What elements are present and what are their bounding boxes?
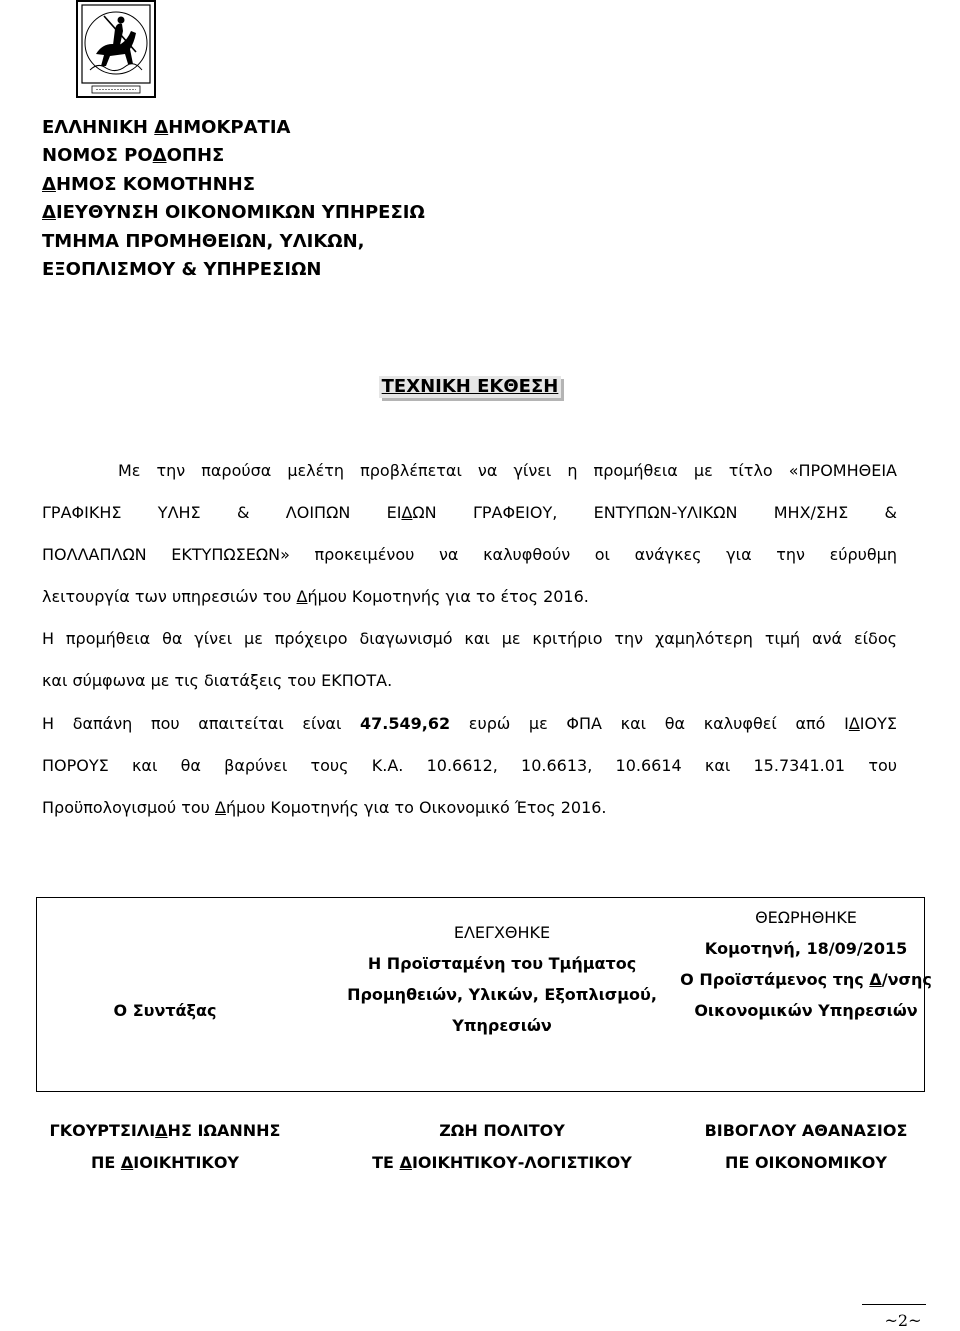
signatory-name: ΒΙΒΟΓΛΟΥ ΑΘΑΝΑΣΙΟΣ <box>704 1121 908 1140</box>
signature-cell-checked <box>342 917 662 1041</box>
approved-role-line: Οικονομικών Υπηρεσιών <box>694 1001 918 1020</box>
header-line-department-cont: ΕΞΟΠΛΙΣΜΟΥ & ΥΠΗΡΕΣΙΩΝ <box>42 258 322 280</box>
signatory-name: ΖΩΗ ΠΟΛΙΤΟΥ <box>439 1121 565 1140</box>
body-line: ΠΟΛΛΑΠΛΩΝ ΕΚΤΥΠΩΣΕΩΝ» προκειμένου να καλυφθούν οι ανάγκες για την εύρυθμη <box>42 545 897 565</box>
header-line-directorate: ΔΙΕΥΘΥΝΣΗ ΟΙΚΟΝΟΜΙΚΩΝ ΥΠΗΡΕΣΙΩ <box>42 202 425 224</box>
body-line: και σύμφωνα με τις διατάξεις του ΕΚΠΟΤΑ. <box>42 671 393 691</box>
checked-role-line: Υπηρεσιών <box>452 1016 552 1035</box>
body-line: ΠΟΡΟΥΣ και θα βαρύνει τους Κ.Α. 10.6612, 10.6613, 10.6614 και 15.7341.01 του <box>42 755 897 775</box>
report-body <box>42 450 897 829</box>
approved-role-line: Ο Προϊστάμενος της Δ/νσης <box>680 970 932 989</box>
approved-status: ΘΕΩΡΗΘΗΚΕ <box>755 908 857 927</box>
signatory-drafted <box>30 1115 300 1179</box>
cost-line <box>42 703 897 745</box>
signatory-checked <box>342 1115 662 1179</box>
header-line-country: ΕΛΛΗΝΙΚΗ ΔΗΜΟΚΡΑΤΙΑ <box>42 117 291 138</box>
body-line: Με την παρούσα μελέτη προβλέπεται να γίνει η προμήθεια με τίτλο «ΠΡΟΜΗΘΕΙΑ <box>118 461 897 480</box>
page-number: ~2~ <box>884 1311 922 1330</box>
header-line-municipality: ΔΗΜΟΣ ΚΟΜΟΤΗΝΗΣ <box>42 173 256 195</box>
signatory-approved <box>666 1115 946 1179</box>
body-line: λειτουργία των υπηρεσιών του Δήμου Κομοτηνής για το έτος 2016. <box>42 587 589 607</box>
signature-cell-drafted <box>30 995 300 1026</box>
footer-divider <box>862 1304 926 1305</box>
cost-text-before: Η δαπάνη που απαιτείται είναι <box>42 713 361 733</box>
signatory-rank: ΠΕ ΔΙΟΙΚΗΤΙΚΟΥ <box>90 1153 240 1172</box>
body-line: Η προμήθεια θα γίνει με πρόχειρο διαγωνισμό και με κριτήριο την χαμηλότερη τιμή ανά είδος <box>42 629 897 649</box>
document-title: ΤΕΧΝΙΚΗ ΕΚΘΕΣΗ <box>379 376 562 398</box>
issuing-authority-header <box>42 114 425 284</box>
header-line-department: ΤΜΗΜΑ ΠΡΟΜΗΘΕΙΩΝ, ΥΛΙΚΩΝ, <box>42 230 365 252</box>
signatory-rank: ΠΕ ΟΙΚΟΝΟΜΙΚΟΥ <box>725 1153 887 1172</box>
signatory-name: ΓΚΟΥΡΤΣΙΛΙΔΗΣ ΙΩΑΝΝΗΣ <box>49 1121 281 1140</box>
municipal-seal-icon <box>76 0 156 98</box>
body-line: ΓΡΑΦΙΚΗΣ ΥΛΗΣ & ΛΟΙΠΩΝ ΕΙΔΩΝ ΓΡΑΦΕΙΟΥ, ΕΝΤΥΠΩΝ-ΥΛΙΚΩΝ ΜΗΧ/ΣΗΣ & <box>42 503 897 523</box>
checked-role-line: Προμηθειών, Υλικών, Εξοπλισμού, <box>347 985 657 1004</box>
signature-cell-approved <box>666 902 946 1026</box>
cost-text-after: ευρώ με ΦΠΑ και θα καλυφθεί από ΙΔΙΟΥΣ <box>450 713 897 733</box>
checked-status: ΕΛΕΓΧΘΗΚΕ <box>453 923 551 942</box>
signatory-rank: ΤΕ ΔΙΟΙΚΗΤΙΚΟΥ-ΛΟΓΙΣΤΙΚΟΥ <box>372 1153 632 1172</box>
cost-amount: 47.549,62 <box>360 713 451 733</box>
header-line-prefecture: ΝΟΜΟΣ ΡΟΔΟΠΗΣ <box>42 145 225 167</box>
drafted-by-label: Ο Συντάξας <box>113 1001 217 1020</box>
document-title-container <box>0 376 940 398</box>
approved-place-date: Κομοτηνή, 18/09/2015 <box>704 939 908 958</box>
body-line: Προϋπολογισμού του Δήμου Κομοτηνής για το Οικονομικό Έτος 2016. <box>42 797 607 817</box>
checked-role-line: Η Προϊσταμένη του Τμήματος <box>367 954 637 973</box>
